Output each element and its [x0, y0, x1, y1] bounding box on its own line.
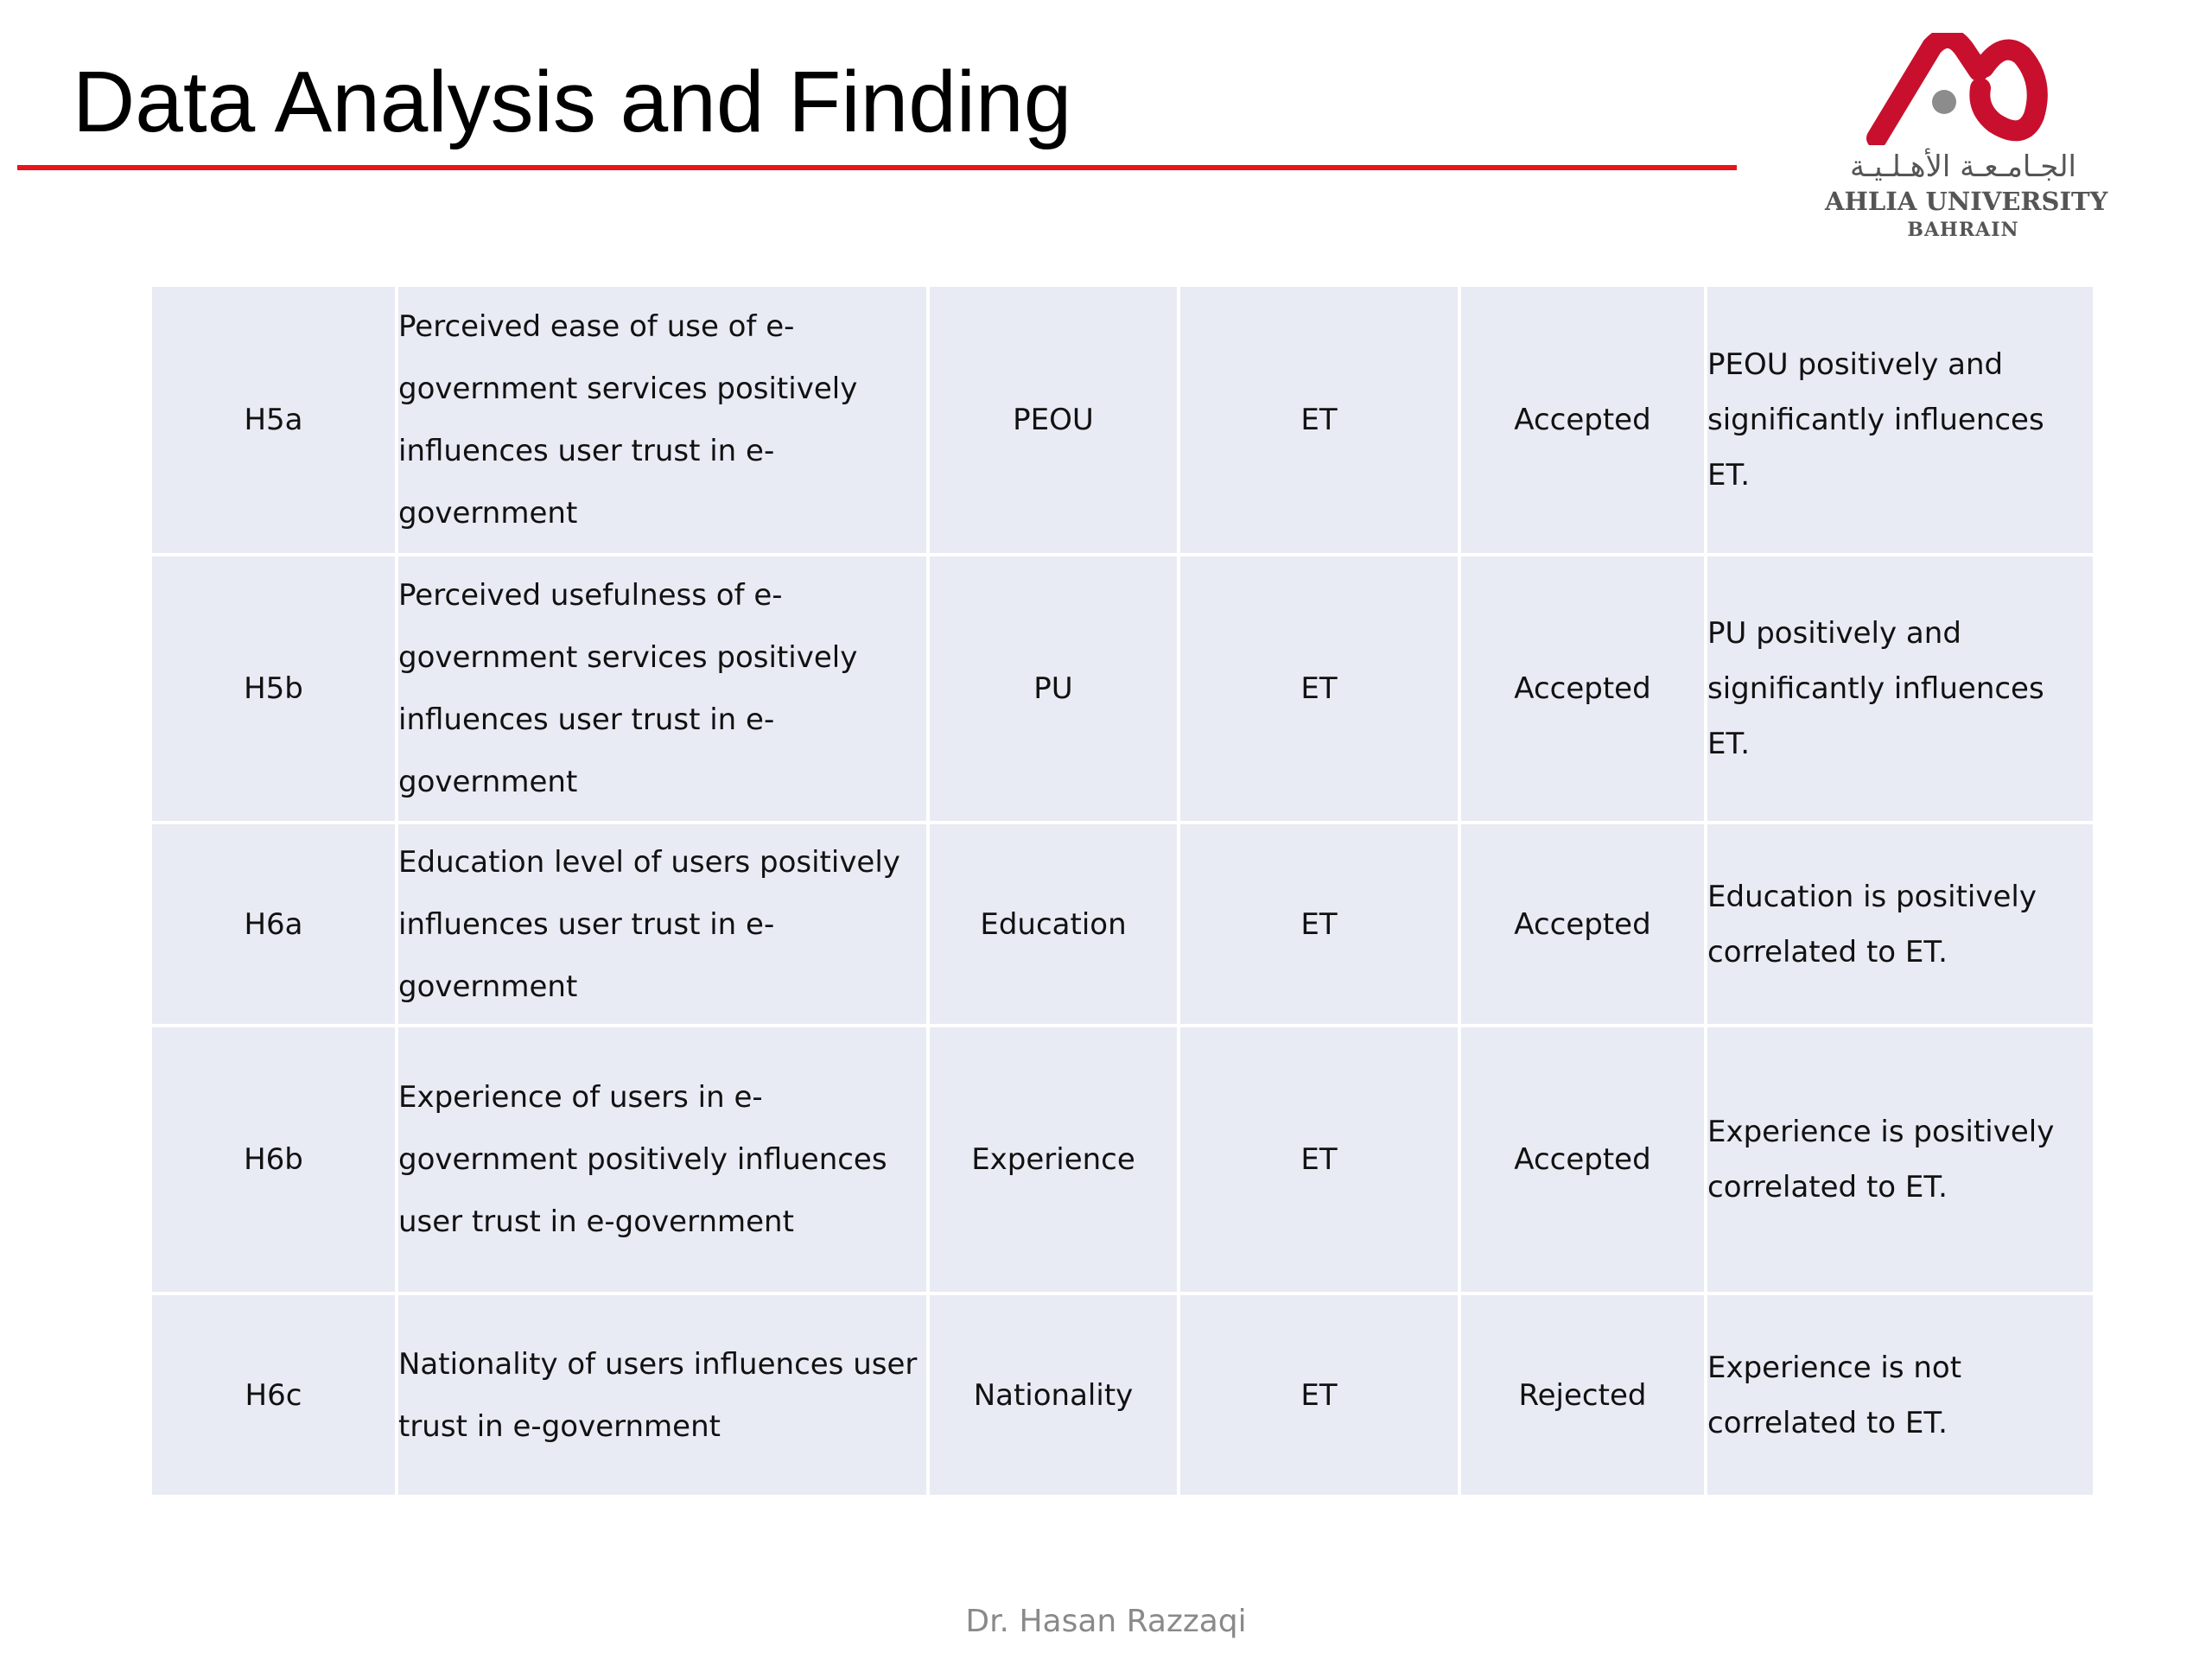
conclusion-cell: Experience is positively correlated to ET. — [1706, 1026, 2094, 1294]
conclusion-cell: PU positively and significantly influences ET. — [1706, 555, 2094, 823]
hypothesis-id-cell: H5b — [150, 555, 397, 823]
presenter-name: Dr. Hasan Razzaqi — [965, 1604, 1247, 1639]
independent-variable-cell: Nationality — [928, 1294, 1179, 1497]
table-row — [150, 555, 2094, 823]
independent-variable-cell: Experience — [928, 1026, 1179, 1294]
hypothesis-results-table — [149, 283, 2096, 1498]
hypothesis-id-cell: H6b — [150, 1026, 397, 1294]
independent-variable-cell: PEOU — [928, 285, 1179, 555]
university-logo — [1825, 33, 2108, 249]
table-row — [150, 1294, 2094, 1497]
hypothesis-text-cell: Nationality of users influences user trust in e-government — [397, 1294, 928, 1497]
dependent-variable-cell: ET — [1179, 1294, 1459, 1497]
hypothesis-text-cell: Perceived usefulness of e-government services positively influences user trust in e-government — [397, 555, 928, 823]
result-cell: Accepted — [1459, 555, 1706, 823]
title-underline — [17, 165, 1737, 170]
dependent-variable-cell: ET — [1179, 555, 1459, 823]
hypothesis-text-cell: Education level of users positively influences user trust in e-government — [397, 823, 928, 1026]
conclusion-cell: PEOU positively and significantly influences ET. — [1706, 285, 2094, 555]
table-row — [150, 1026, 2094, 1294]
hypothesis-id-cell: H6c — [150, 1294, 397, 1497]
hypothesis-id-cell: H5a — [150, 285, 397, 555]
logo-arabic-name: الجـامـعـة الأهـلـيـة — [1849, 149, 2077, 184]
dependent-variable-cell: ET — [1179, 823, 1459, 1026]
dependent-variable-cell: ET — [1179, 1026, 1459, 1294]
result-cell: Accepted — [1459, 823, 1706, 1026]
logo-country: BAHRAIN — [1907, 219, 2019, 241]
result-cell: Rejected — [1459, 1294, 1706, 1497]
logo-university-name: AHLIA UNIVERSITY — [1825, 187, 2108, 216]
table-row — [150, 823, 2094, 1026]
dependent-variable-cell: ET — [1179, 285, 1459, 555]
hypothesis-text-cell: Experience of users in e-government positively influences user trust in e-government — [397, 1026, 928, 1294]
table-row — [150, 285, 2094, 555]
result-cell: Accepted — [1459, 285, 1706, 555]
result-cell: Accepted — [1459, 1026, 1706, 1294]
conclusion-cell: Education is positively correlated to ET. — [1706, 823, 2094, 1026]
slide-title: Data Analysis and Finding — [73, 54, 1072, 150]
conclusion-cell: Experience is not correlated to ET. — [1706, 1294, 2094, 1497]
ahlia-logo-icon — [1865, 33, 2063, 145]
independent-variable-cell: Education — [928, 823, 1179, 1026]
hypothesis-text-cell: Perceived ease of use of e-government services positively influences user trust in e-government — [397, 285, 928, 555]
hypothesis-id-cell: H6a — [150, 823, 397, 1026]
independent-variable-cell: PU — [928, 555, 1179, 823]
